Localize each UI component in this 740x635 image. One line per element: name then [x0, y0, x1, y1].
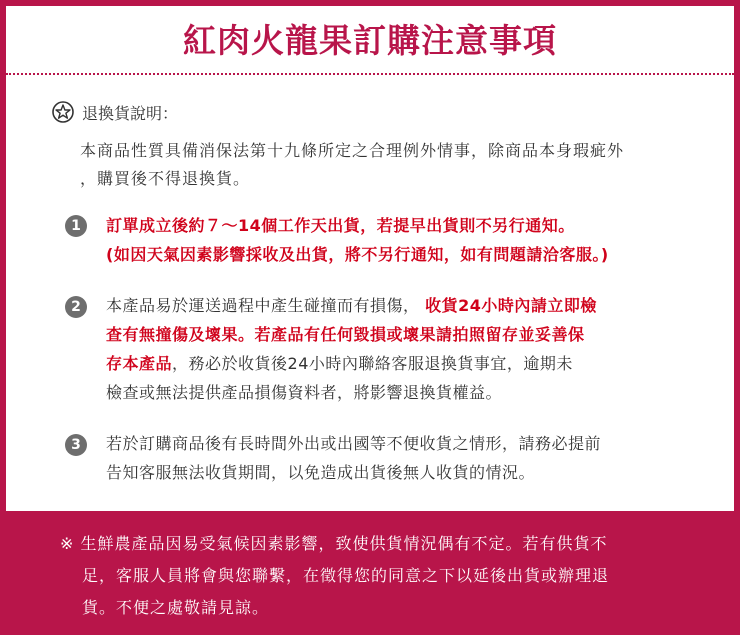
- item-2-highlight: 存本產品: [106, 354, 173, 373]
- item-2-highlight: 查有無撞傷及壞果。若產品有任何毀損或壞果請拍照留存並妥善保: [106, 325, 585, 344]
- item-3-line: 告知客服無法收貨期間，以免造成出貨後無人收貨的情況。: [106, 463, 536, 482]
- item-1-line: (如因天氣因素影響採收及出貨，將不另行通知，如有問題請洽客服。): [106, 245, 609, 264]
- section-heading: [52, 101, 178, 123]
- section-heading-label: 退換貨說明：: [82, 103, 179, 123]
- footer-line: ※ 生鮮農產品因易受氣候因素影響，致使供貨情況偶有不定。若有供貨不: [60, 534, 608, 553]
- item-2-text: ，務必於收貨後24小時內聯絡客服退換貨事宜，逾期未: [172, 354, 573, 373]
- notice-card: [6, 6, 734, 511]
- intro-line: ，購買後不得退換貨。: [80, 169, 251, 188]
- list-item: [106, 429, 716, 487]
- number-3-icon: 3: [65, 434, 87, 456]
- footer-note: [60, 528, 700, 624]
- intro-paragraph: [80, 137, 720, 193]
- number-2-icon: 2: [65, 296, 87, 318]
- item-3-line: 若於訂購商品後有長時間外出或出國等不便收貨之情形，請務必提前: [106, 434, 602, 453]
- item-2-text: 檢查或無法提供產品損傷資料者，將影響退換貨權益。: [106, 383, 503, 402]
- number-1-icon: 1: [65, 215, 87, 237]
- footer-line: 足，客服人員將會與您聯繫，在徵得您的同意之下以延後出貨或辦理退: [82, 566, 610, 585]
- list-item: [106, 291, 716, 407]
- intro-line: 本商品性質具備消保法第十九條所定之合理例外情事，除商品本身瑕疵外: [80, 141, 625, 160]
- list-item: [106, 211, 716, 269]
- item-2-text: 本產品易於運送過程中產生碰撞而有損傷，: [106, 296, 420, 315]
- page-title: 紅肉火龍果訂購注意事項: [183, 21, 557, 60]
- item-2-highlight: 收貨24小時內請立即檢: [425, 296, 597, 315]
- star-icon: [52, 101, 74, 123]
- item-1-line: 訂單成立後約７～14個工作天出貨，若提早出貨則不另行通知。: [106, 216, 575, 235]
- footer-line: 貨。不便之處敬請見諒。: [82, 598, 270, 617]
- title-divider: [6, 73, 734, 75]
